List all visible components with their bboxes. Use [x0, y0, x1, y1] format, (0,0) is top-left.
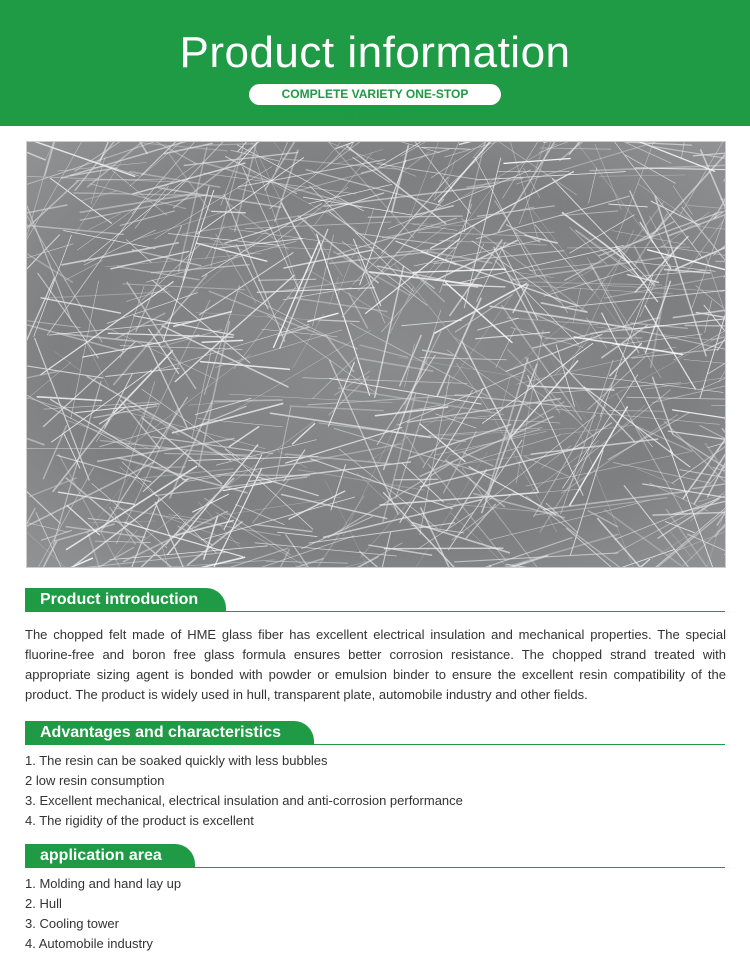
product-photo: [26, 141, 726, 568]
header-banner: [0, 0, 750, 126]
list-item: 3. Cooling tower: [25, 916, 119, 931]
subtitle-badge: COMPLETE VARIETY ONE-STOP SHOPPING: [249, 84, 501, 105]
section-header-application: [25, 844, 725, 868]
list-item: 1. Molding and hand lay up: [25, 876, 182, 891]
section-title-advantages: Advantages and characteristics: [25, 721, 314, 745]
page-title: Product information: [179, 28, 571, 77]
list-item: 4. The rigidity of the product is excellent: [25, 813, 254, 828]
section-title-introduction: Product introduction: [25, 588, 226, 612]
section-header-advantages: [25, 721, 725, 745]
list-item: 3. Excellent mechanical, electrical insulation and anti-corrosion performance: [25, 793, 463, 808]
section-title-application: application area: [25, 844, 195, 868]
list-item: 1. The resin can be soaked quickly with less bubbles: [25, 753, 328, 768]
list-item: 4. Automobile industry: [25, 936, 153, 951]
application-list: [25, 874, 725, 954]
glass-fiber-image: [27, 142, 726, 568]
introduction-text: The chopped felt made of HME glass fiber has excellent electrical insulation and mechanical properties. The special fluorine-free and boron free glass formula ensures better corrosion resistance. The chopped strand treated with appropriate sizing agent is bonded with powder or emulsion binder to ensure the excellent resin compatibility of the product. The product is widely used in hull, transparent plate, automobile industry and other fields.: [25, 627, 726, 702]
list-item: 2 low resin consumption: [25, 773, 165, 788]
section-header-introduction: [25, 588, 725, 612]
list-item: 2. Hull: [25, 896, 62, 911]
advantages-list: [25, 751, 725, 831]
